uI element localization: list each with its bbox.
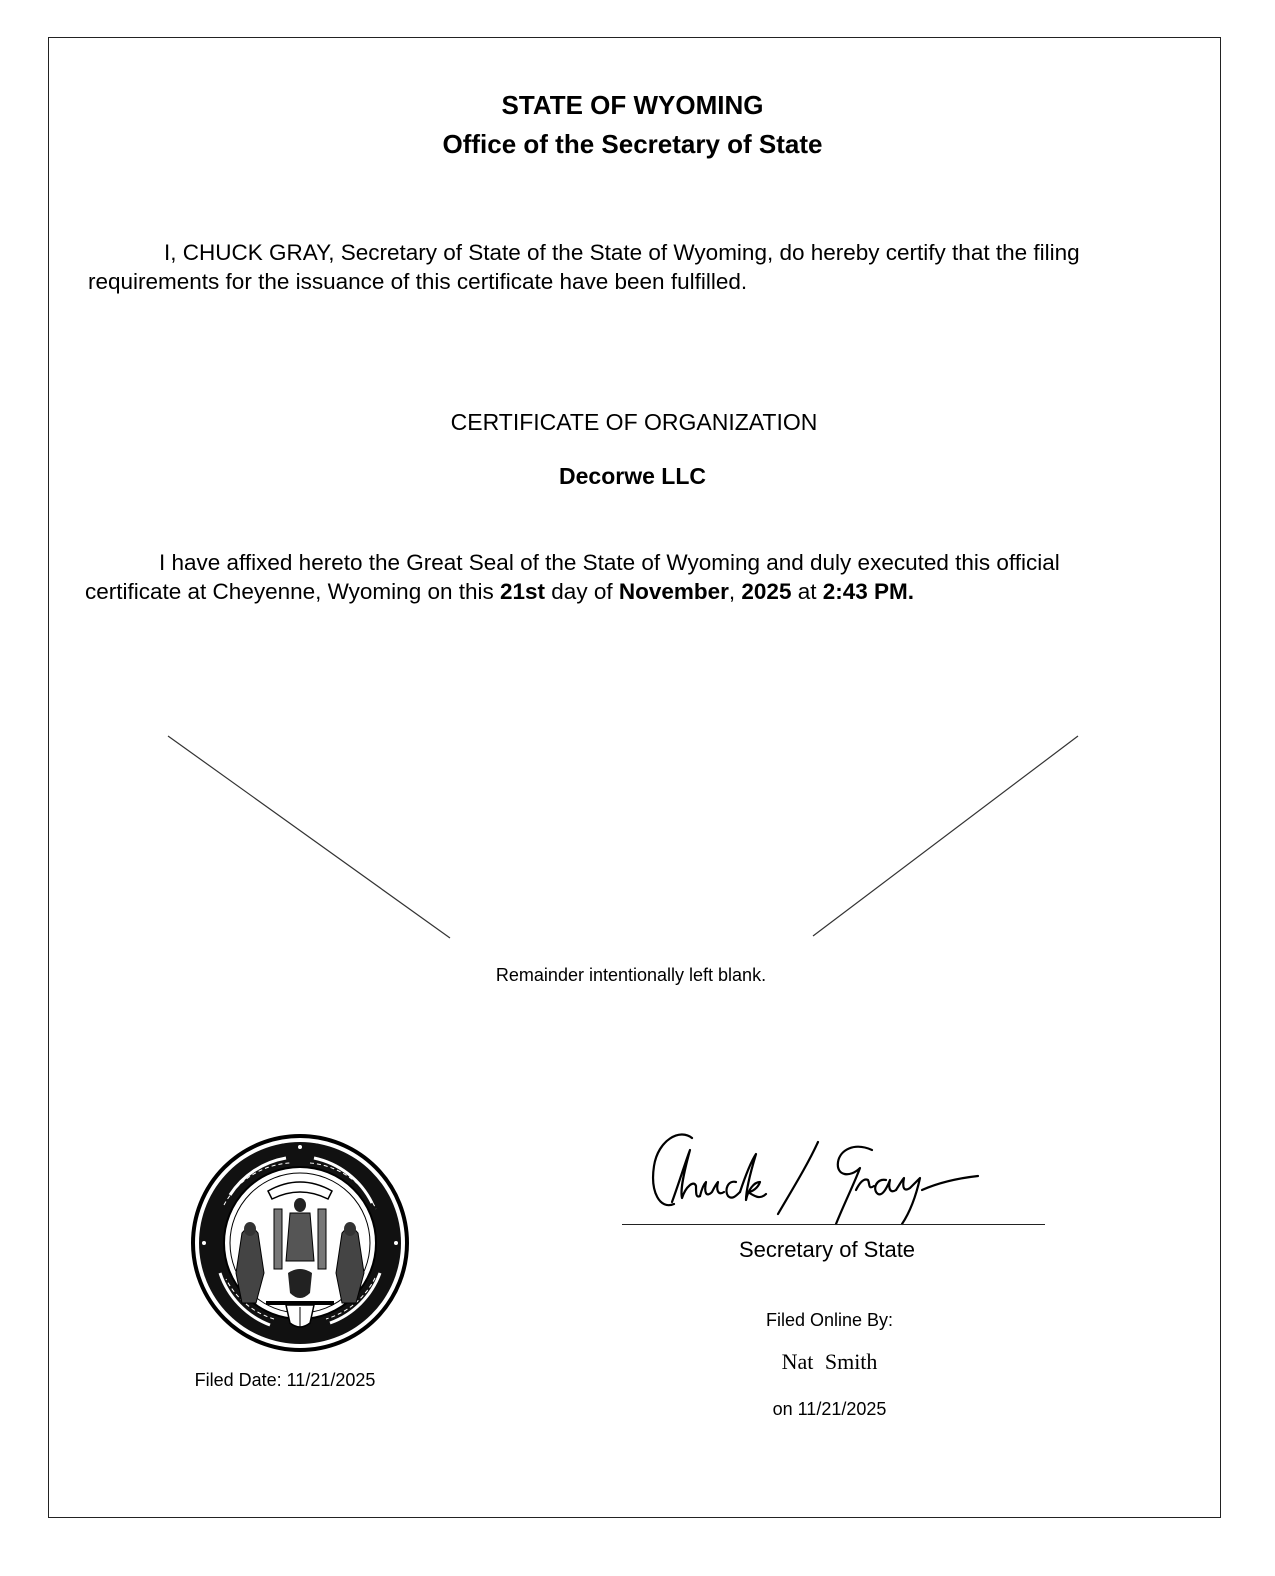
statement-year: 2025 (741, 579, 792, 604)
statement-comma: , (728, 579, 742, 604)
statement-time: 2:43 PM. (822, 579, 915, 604)
signature-caption: Secretary of State (738, 1237, 916, 1262)
state-heading: STATE OF WYOMING (501, 90, 764, 120)
blank-note: Remainder intentionally left blank. (495, 965, 767, 985)
statement-month: November (618, 579, 729, 604)
certification-line-1: I, CHUCK GRAY, Secretary of State of the State of Wyoming, do hereby certify that the filing (164, 240, 1080, 265)
secretary-signature (640, 1120, 1000, 1230)
statement-prefix: certificate at Cheyenne, Wyoming on this (85, 579, 500, 604)
company-name: Decorwe LLC (559, 463, 706, 489)
certificate-title: CERTIFICATE OF ORGANIZATION (450, 409, 818, 435)
signature-line (622, 1224, 1045, 1225)
certification-line-2: requirements for the issuance of this certificate have been fulfilled. (88, 269, 748, 294)
statement-at: at (791, 579, 823, 604)
office-heading: Office of the Secretary of State (442, 129, 823, 159)
left-diagonal-line (168, 736, 450, 938)
seal-statement-line-1: I have affixed hereto the Great Seal of the State of Wyoming and duly executed this official (159, 550, 1060, 575)
filed-date: Filed Date: 11/21/2025 (194, 1370, 376, 1390)
filer-date: on 11/21/2025 (772, 1399, 887, 1419)
filer-name: Nat Smith (781, 1349, 878, 1374)
filed-online-label: Filed Online By: (765, 1310, 894, 1330)
right-diagonal-line (813, 736, 1078, 936)
statement-day-suffix: day of (545, 579, 619, 604)
statement-day: 21st (500, 579, 546, 604)
state-seal-icon (190, 1133, 410, 1353)
